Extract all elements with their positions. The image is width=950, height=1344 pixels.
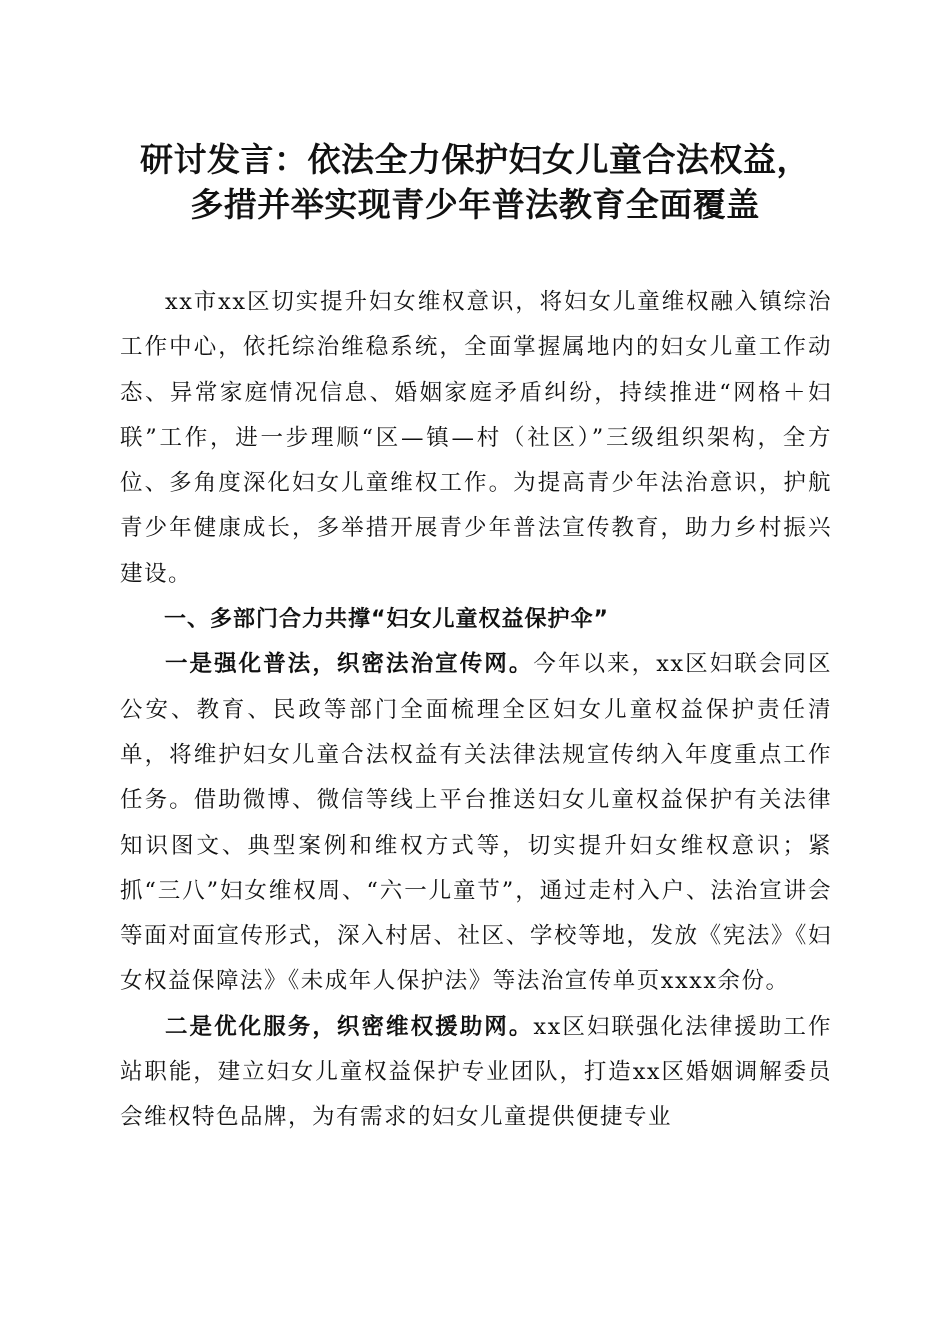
paragraph-2-text: xx区妇联强化法律援助工作站职能，建立妇女儿童权益保护专业团队，打造xx区婚姻调解委员会维权特色品牌，为有需求的妇女儿童提供便捷专业 <box>120 1013 832 1131</box>
paragraph-1-lead: 一是强化普法，织密法治宣传网。 <box>165 651 534 678</box>
paragraph-2-lead: 二是优化服务，织密维权援助网。 <box>165 1013 534 1040</box>
document-body <box>120 280 832 1141</box>
section-1-heading: 一、多部门合力共撑“妇女儿童权益保护伞” <box>164 607 609 633</box>
paragraph-1-text: 今年以来，xx区妇联会同区公安、教育、民政等部门全面梳理全区妇女儿童权益保护责任清单，将维护妇女儿童合法权益有关法律法规宣传纳入年度重点工作任务。借助微博、微信等线上平台推送妇女儿童权益保护有关法律知识图文、典型案例和维权方式等，切实提升妇女维权意识；紧抓“三八”妇女维权周、“六一儿童节”，通过走村入户、法治宣讲会等面对面宣传形式，深入村居、社区、学校等地，发放《宪法》《妇女权益保障法》《未成年人保护法》等法治宣传单页xxxx余份。 <box>120 651 832 995</box>
intro-paragraph: xx市xx区切实提升妇女维权意识，将妇女儿童维权融入镇综治工作中心，依托综治维稳系统，全面掌握属地内的妇女儿童工作动态、异常家庭情况信息、婚姻家庭矛盾纠纷，持续推进“网格＋妇联”工作，进一步理顺“区—镇—村（社区）”三级组织架构，全方位、多角度深化妇女儿童维权工作。为提高青少年法治意识，护航青少年健康成长，多举措开展青少年普法宣传教育，助力乡村振兴建设。 <box>120 289 832 587</box>
section-1-paragraph-2 <box>120 1005 832 1141</box>
document-title-line-1: 研讨发言：依法全力保护妇女儿童合法权益， <box>140 140 810 179</box>
document-title-line-2: 多措并举实现青少年普法教育全面覆盖 <box>190 185 760 224</box>
section-1-paragraph-1 <box>120 642 832 1004</box>
